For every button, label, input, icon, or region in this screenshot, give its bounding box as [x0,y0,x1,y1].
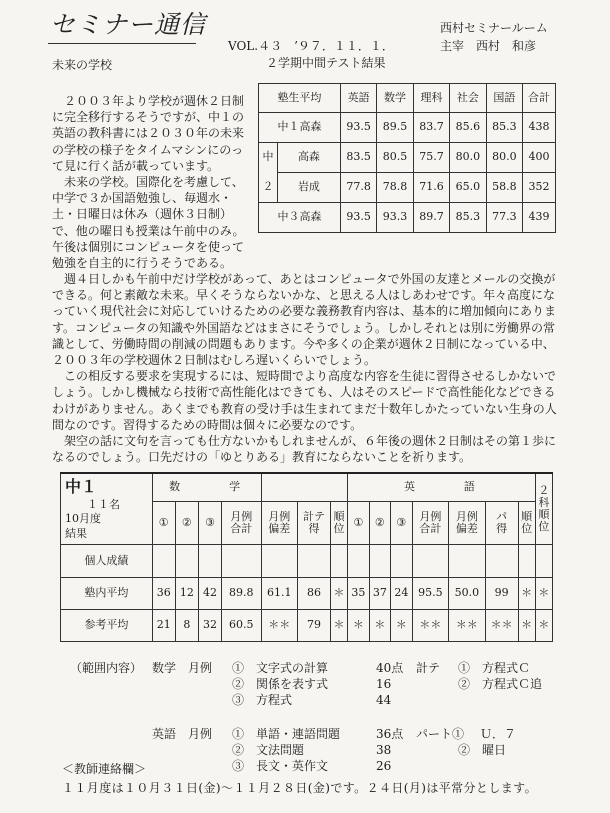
score-cell: 83.7 [413,113,449,143]
eng-monthly-total: 月例 合計 [412,501,449,544]
range-points: 44 [376,693,392,707]
grade-cell: 中 [259,143,278,173]
article-paragraph: 週４日しかも午前中だけ学校があって、あとはコンピュータで外国の友達とメールの交換ができる。何と素敵な未来。早くそうならないかな、と思える人はしあわせです。年々高度になっていく現代社会に対応していけるための必要な義務教育内容は、基本的に増加傾向にあります。コンピュータの知識や外国語などはまさにそうでしょう。しかしそれとは別に労働界の常識として、労働時間の削減の問題もあります。今や多くの企業が週休２日制になっている中、２００３年の学校週休２日制はむしろ遅いくらいでしょう。 [52,272,557,367]
grade-label: 中１ [65,477,98,496]
range-item: ① 文字式の計算 [232,661,329,675]
score-cell: 65.0 [450,173,486,203]
score-cell: 89.5 [377,113,413,143]
article-body [52,93,557,465]
article-paragraph: ２００３年より学校が週休２日制に完全移行するそうですが、中１の英語の教科書には２０３０年の未来の学校の様子をタイムマシンにのって見に行く話が載っています。 [52,94,245,173]
name-cell: 高森 [278,143,341,173]
score-cell: 78.8 [377,173,413,203]
cell: 86 [298,578,331,610]
cell: 36 [152,578,175,610]
article-paragraph: この相反する要求を実現するには、短時間でより高度な内容を生徒に習得させるしかないでしょう。しかし機械なら技術で高性能化はできても、人はそのスピードで高性能化などできるわけがありません。あくまでも教育の受け手は生まれてまだ十数年しかたっていない生身の人間なのです。習得するための時間は個々に必要なのです。 [52,369,557,432]
cell: 89.8 [222,578,261,610]
range-item: Ｕ．７ [480,727,517,741]
cell: ＊ [518,610,535,642]
score-cell: 89.7 [413,203,449,233]
eng-q2: ② [369,501,390,544]
volume-date: VOL.４３ ’９７．１１．１． [228,39,394,53]
part-label: パート① [416,727,465,741]
header-cell: 合計 [523,84,556,113]
cell: 12 [175,578,198,610]
article-paragraph: 架空の話に文句を言っても仕方ないかもしれませんが、６年後の週休２日制はその第１歩になるのでしょう。口先だけの「ゆとりある」教育にならないことを祈ります。 [52,433,557,465]
range-item: ② 文法問題 [232,743,305,757]
test-label: 計テ [416,661,441,675]
header-cell: 国語 [486,84,522,113]
score-cell: 93.5 [340,203,376,233]
editor-name: 主宰 西村 和彦 [440,39,537,53]
range-item: ② 関係を表す式 [232,677,329,691]
header-cell: 数学 [377,84,413,113]
score-cell: 352 [523,173,556,203]
school-avg-label: 塾内平均 [61,578,153,610]
newsletter-title: セミナー通信 [50,10,207,39]
math-monthly-dev: 月例 偏差 [261,501,298,544]
range-item: ① 単語・連語問題 [232,727,341,741]
result-label: 結果 [65,527,87,541]
eng-q3: ③ [391,501,412,544]
table-row [61,578,553,610]
name-cell: 岩成 [278,173,341,203]
range-points: 40点 [376,661,404,675]
cell: 99 [485,578,518,610]
cell: ＊ [535,610,552,642]
score-cell: 83.5 [340,143,376,173]
score-cell: 58.8 [486,173,522,203]
cell: ＊ [330,610,347,642]
range-contents [70,660,570,774]
math-header: 数 学 [152,473,261,501]
range-item: ① 方程式Ｃ [458,661,531,675]
score-cell: 85.3 [486,113,522,143]
score-cell: 400 [523,143,556,173]
math-q2: ② [175,501,198,544]
eng-rank: 順 位 [518,501,535,544]
cell: ＊ [369,610,390,642]
midterm-table-title: ２学期中間テスト結果 [266,56,386,70]
score-cell: 439 [523,203,556,233]
cell: ＊＊ [449,610,486,642]
name-cell: 高森 [299,120,322,134]
cell: 42 [198,578,221,610]
two-subject-char: 科 [538,495,550,509]
cell: ＊ [518,578,535,610]
score-cell: 93.5 [340,113,376,143]
results-table-corner [61,473,153,545]
teacher-contact-body: １１月度は１０月３１日(金)～１１月２８日(金)です。２４日(月)は平常分とします。 [62,781,537,795]
math-q1: ① [152,501,175,544]
individual-row-label: 個人成績 [61,545,153,578]
math-keite: 計テ 得 [298,501,331,544]
cell: 61.1 [261,578,298,610]
cell: ＊＊ [261,610,298,642]
cell: 8 [175,610,198,642]
range-points: 16 [376,677,392,691]
score-cell: 80.0 [486,143,522,173]
eng-pa: パ 得 [485,501,518,544]
english-header: 英 語 [348,473,536,501]
grade-cell: ２ [259,173,278,203]
grade-cell: 中３ [277,210,300,224]
cell: 60.5 [222,610,261,642]
header-cell: 社会 [450,84,486,113]
range-item: ② 曜日 [458,743,507,757]
eng-monthly-dev: 月例 偏差 [449,501,486,544]
cell: ＊＊ [412,610,449,642]
two-subject-rank-header [535,473,552,545]
math-q3: ③ [198,501,221,544]
cell: 50.0 [449,578,486,610]
range-item: ③ 長文・英作文 [232,759,329,773]
english-subject-label: 英語 月例 [152,727,213,741]
range-points: 26 [376,759,392,773]
cell: ＊ [391,610,412,642]
table-row [61,610,553,642]
range-item: ② 方程式Ｃ追 [458,677,543,691]
math-rank: 順 位 [330,501,347,544]
cell: 35 [348,578,369,610]
two-subject-char: ２ [538,483,550,497]
math-subject-label: 数学 月例 [152,661,213,675]
article-paragraph: 未来の学校。国際化を考慮して、中学で３か国語勉強し、毎週水・土・日曜日は休み（週休３日制）で、他の曜日も授業は午前中のみ。午後は個別にコンピュータを使って勉強を自主的に行うそうである。 [52,174,245,270]
score-cell: 93.3 [377,203,413,233]
cell: 37 [369,578,390,610]
score-cell: 80.5 [377,143,413,173]
month-label: 10月度 [65,512,101,526]
teacher-contact-heading: ＜教師連絡欄＞ [62,762,147,776]
range-item: ③ 方程式 [232,693,293,707]
article-title: 未来の学校 [52,58,113,72]
score-cell: 71.6 [413,173,449,203]
range-label: （範囲内容） [70,661,143,675]
organization-name: 西村セミナールーム [440,21,548,35]
two-subject-char: 位 [538,520,550,534]
range-points: 36点 [376,727,404,741]
ref-avg-label: 参考平均 [61,610,153,642]
monthly-results-table [60,472,553,642]
cell: ＊ [535,578,552,610]
score-cell: 85.6 [450,113,486,143]
range-points: 38 [376,743,392,757]
cell: 32 [198,610,221,642]
two-subject-char: 順 [538,508,550,522]
eng-q1: ① [348,501,369,544]
cell: 95.5 [412,578,449,610]
cell: ＊ [330,578,347,610]
name-cell: 高森 [299,210,322,224]
cell: ＊ [348,610,369,642]
score-cell: 77.3 [486,203,522,233]
header-cell: 塾生平均 [259,84,341,113]
score-cell: 77.8 [340,173,376,203]
score-cell: 85.3 [450,203,486,233]
score-cell: 80.0 [450,143,486,173]
cell: ＊＊ [485,610,518,642]
title-underline [48,43,196,44]
cell: 79 [298,610,331,642]
header-cell: 英語 [340,84,376,113]
grade-cell: 中１ [277,120,300,134]
score-cell: 75.7 [413,143,449,173]
math-monthly-total: 月例 合計 [222,501,261,544]
header-cell: 理科 [413,84,449,113]
student-count: １１名 [87,497,120,511]
cell: 24 [391,578,412,610]
score-cell: 438 [523,113,556,143]
cell: 21 [152,610,175,642]
